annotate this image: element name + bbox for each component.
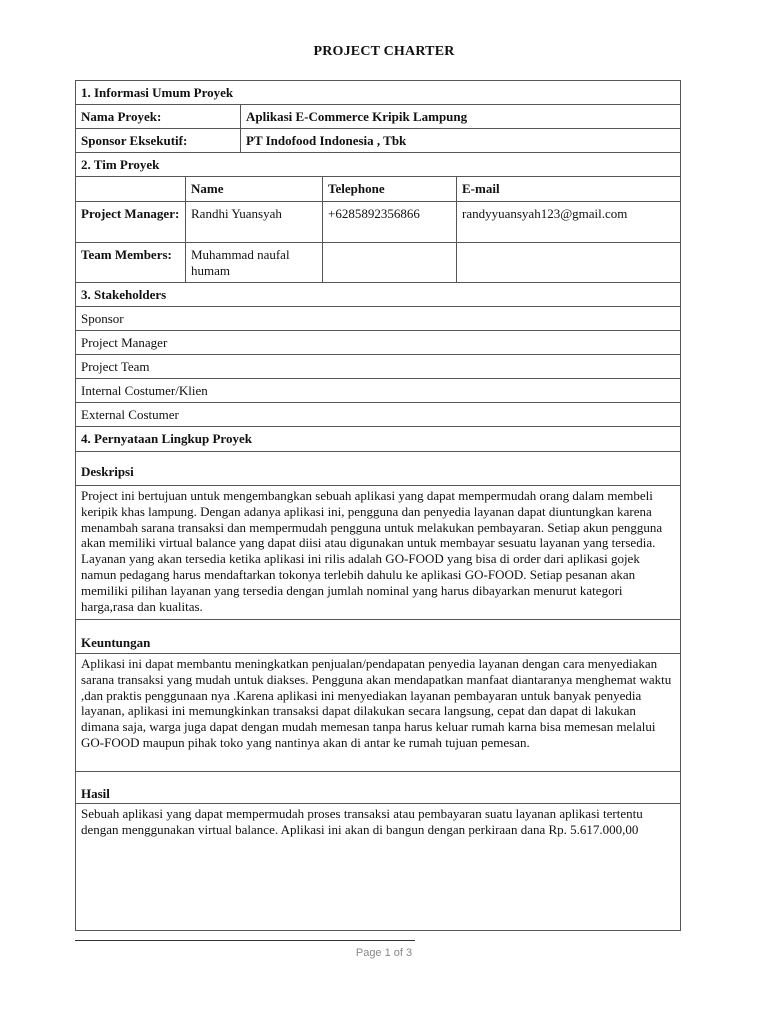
stakeholder-item: Internal Costumer/Klien [76,379,680,403]
pm-email: randyyuansyah123@gmail.com [457,202,680,243]
team-header-email: E-mail [457,177,680,202]
section4-heading: 4. Pernyataan Lingkup Proyek [81,431,252,446]
nama-proyek-value: Aplikasi E-Commerce Kripik Lampung [241,105,680,129]
team-members-phone [323,243,457,283]
keuntungan-heading: Keuntungan [75,620,681,654]
page-number: Page 1 of 3 [355,947,413,959]
sponsor-eksekutif-value: PT Indofood Indonesia , Tbk [241,129,680,153]
hasil-heading: Hasil [75,772,681,804]
team-members-role: Team Members: [76,243,186,283]
nama-proyek-label: Nama Proyek: [76,105,241,129]
footer-divider [75,940,415,941]
stakeholder-item: Sponsor [76,307,680,331]
stakeholder-item: Project Manager [76,331,680,355]
deskripsi-heading: Deskripsi [75,452,681,486]
stakeholder-item: Project Team [76,355,680,379]
team-header-telephone: Telephone [323,177,457,202]
charter-table [75,80,681,452]
deskripsi-text: Project ini bertujuan untuk mengembangkan sebuah aplikasi yang dapat mempermudah orang dalam membeli keripik khas lampung. Dengan adanya aplikasi ini, pengguna dan penyedia layanan dapat diuntungkan karena menambah sarana transaksi dan mempermudah pengguna untuk melakukan pembayaran. Setiap akun pengguna akan memiliki virtual balance yang dapat diisi atau digunakan untuk membayar sesuatu layanan yang tersedia. Layanan yang akan tersedia ketika aplikasi ini rilis adalah GO-FOOD yang bisa di order dari aplikasi gojek namun pedagang harus mendaftarkan tokonya terlebih dahulu ke aplikasi GO-FOOD. Setiap pesanan akan memiliki pilihan layanan yang tersedia dengan jumlah nominal yang harus dibayarkan menurut kategori harga,rasa dan kualitas. [75,486,681,620]
pm-phone: +6285892356866 [323,202,457,243]
team-members-name: Muhammad naufal humam [186,243,323,283]
section2-heading: 2. Tim Proyek [76,153,680,177]
stakeholder-item: External Costumer [76,403,680,427]
keuntungan-text: Aplikasi ini dapat membantu meningkatkan penjualan/pendapatan penyedia layanan dengan cara menyediakan sarana transaksi yang mudah untuk diakses. Pengguna akan mendapatkan manfaat diantaranya menghemat waktu ,dan praktis penggunaan nya .Karena aplikasi ini menyediakan layanan pembayaran untuk banyak penyedia layanan, aplikasi ini memungkinkan transaksi dapat dilakukan secara langsung, cepat dan dapat di lakukan dimana saja, warga juga dapat dengan mudah memesan tanpa harus keluar rumah karna bisa memesan melalui GO-FOOD maupun pihak toko yang nantinya akan di antar ke rumah tujuan pemesan. [75,654,681,772]
pm-name: Randhi Yuansyah [186,202,323,243]
team-members-email [457,243,680,283]
team-header-name: Name [186,177,323,202]
section3-heading: 3. Stakeholders [76,283,680,307]
sponsor-eksekutif-label: Sponsor Eksekutif: [76,129,241,153]
section1-heading: 1. Informasi Umum Proyek [76,81,680,105]
team-header-blank [76,177,186,202]
pm-role: Project Manager: [76,202,186,243]
hasil-text: Sebuah aplikasi yang dapat mempermudah proses transaksi atau pembayaran suatu layanan aplikasi tertentu dengan menggunakan virtual balance. Aplikasi ini akan di bangun dengan perkiraan dana Rp. 5.617.000,00 [75,804,681,931]
document-title: PROJECT CHARTER [313,44,455,59]
